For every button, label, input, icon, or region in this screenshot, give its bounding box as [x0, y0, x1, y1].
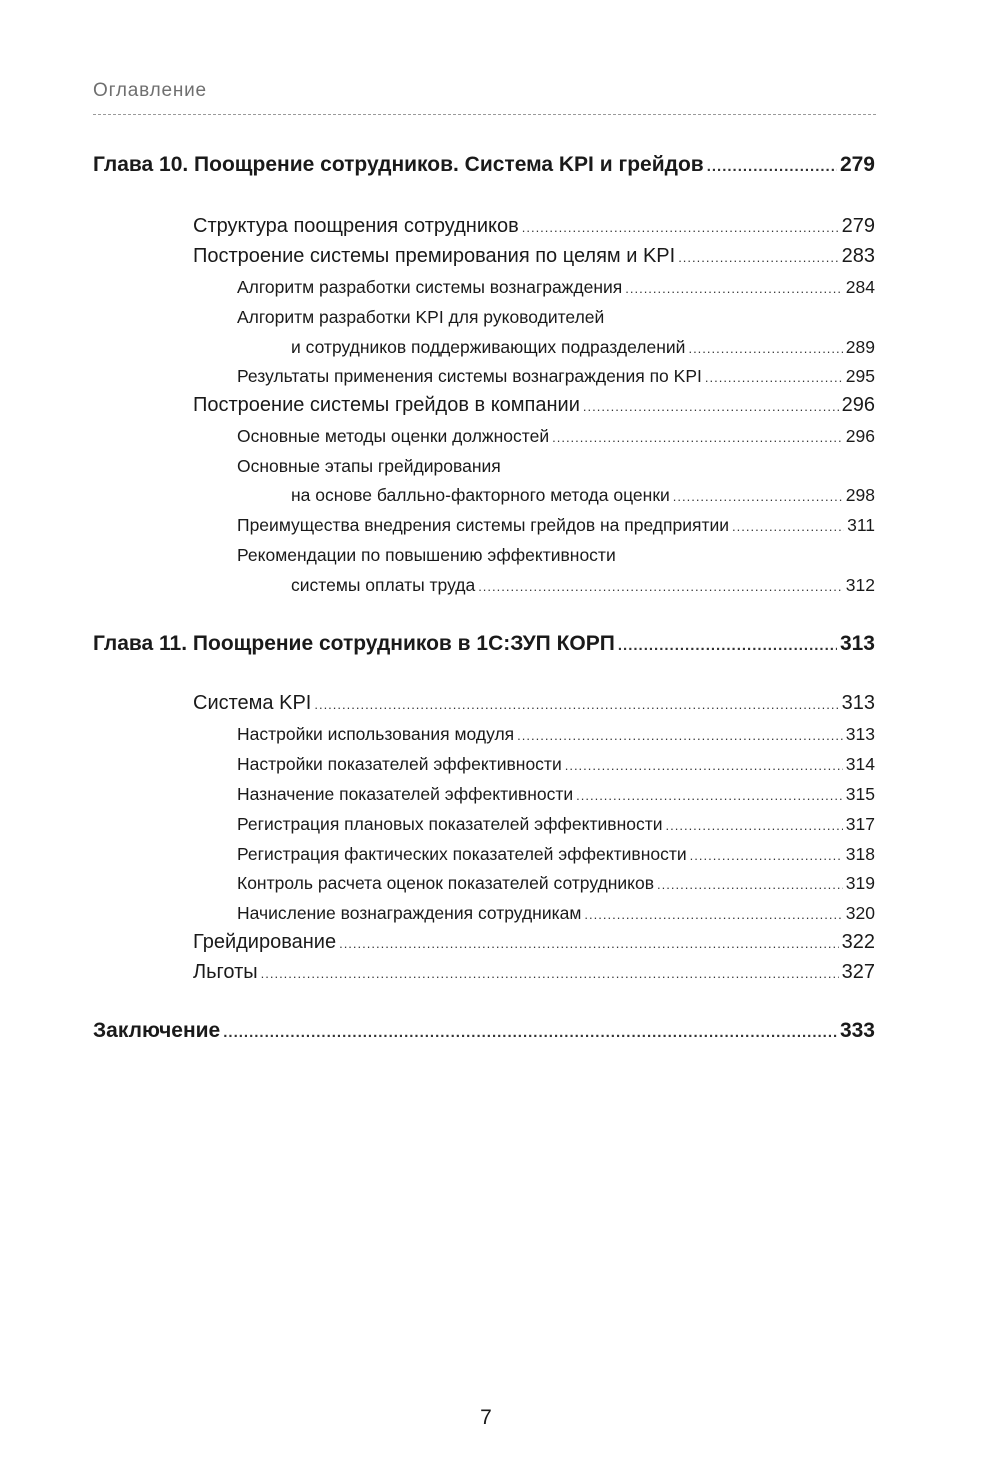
toc-entry-page: 279: [841, 215, 875, 237]
toc-entry-page: 295: [845, 366, 875, 386]
dot-leader: [618, 637, 837, 654]
toc-entry-page: 319: [845, 873, 875, 893]
toc-entry-title: и сотрудников поддерживающих подразделений: [291, 337, 686, 357]
toc-entry-page: 298: [845, 485, 875, 505]
toc-subentry[interactable]: [237, 724, 875, 745]
toc-entry[interactable]: [193, 394, 875, 417]
toc-entry-page: 312: [845, 575, 875, 595]
toc-entry-title: Система KPI: [193, 692, 312, 714]
toc-subentry[interactable]: [237, 814, 875, 835]
dot-leader: [565, 758, 843, 773]
toc-entry-page: 284: [845, 277, 875, 297]
toc-entry[interactable]: [193, 961, 875, 984]
dot-leader: [576, 788, 843, 803]
toc-entry-title: Заключение: [93, 1019, 221, 1042]
toc-subentry-continued[interactable]: [291, 575, 875, 596]
toc-entry[interactable]: [193, 245, 875, 268]
toc-entry-title: Назначение показателей эффективности: [237, 784, 574, 804]
toc-subentry[interactable]: [237, 277, 875, 298]
dot-leader: [223, 1024, 837, 1041]
toc-entry-page: 327: [841, 961, 875, 983]
page-number: 7: [480, 1406, 492, 1429]
toc-subentry-line1[interactable]: Рекомендации по повышению эффективности: [237, 545, 616, 565]
toc-entry-page: 320: [845, 903, 875, 923]
toc-subentry[interactable]: [237, 873, 875, 894]
toc-entry-title: Глава 10. Поощрение сотрудников. Система KPI и грейдов: [93, 153, 704, 176]
dot-leader: [657, 877, 843, 892]
toc-entry-page: 313: [839, 632, 875, 655]
toc-entry-page: 311: [847, 515, 875, 535]
dot-leader: [583, 399, 839, 414]
dot-leader: [339, 936, 839, 951]
dot-leader: [705, 370, 843, 385]
toc-chapter-10[interactable]: [93, 153, 875, 177]
toc-subentry-continued[interactable]: [291, 485, 875, 506]
dot-leader: [584, 907, 842, 922]
toc-entry-page: 314: [845, 754, 875, 774]
toc-entry-title: Грейдирование: [193, 931, 337, 953]
dot-leader: [666, 818, 843, 833]
toc-entry-title: Основные методы оценки должностей: [237, 426, 550, 446]
toc-entry-title: Глава 11. Поощрение сотрудников в 1С:ЗУП КОРП: [93, 632, 615, 655]
toc-entry-title: Регистрация плановых показателей эффективности: [237, 814, 663, 834]
header-divider: [93, 114, 876, 115]
toc-subentry[interactable]: [237, 784, 875, 805]
dot-leader: [522, 220, 839, 235]
toc-entry-title: на основе балльно-факторного метода оценки: [291, 485, 670, 505]
toc-entry-page: 322: [841, 931, 875, 953]
toc-entry-page: 315: [845, 784, 875, 804]
dot-leader: [678, 250, 838, 265]
toc-entry-page: 296: [841, 394, 875, 416]
toc-entry-page: 289: [845, 337, 875, 357]
toc-entry-page: 279: [839, 153, 875, 176]
toc-entry-title: Начисление вознаграждения сотрудникам: [237, 903, 582, 923]
toc-entry-page: 313: [841, 692, 875, 714]
toc-entry[interactable]: [193, 931, 875, 954]
toc-entry-title: Преимущества внедрения системы грейдов на предприятии: [237, 515, 730, 535]
toc-entry-page: 317: [845, 814, 875, 834]
toc-entry-title: Льготы: [193, 961, 258, 983]
dot-leader: [478, 579, 843, 594]
dot-leader: [673, 489, 843, 504]
toc-entry-title: системы оплаты труда: [291, 575, 476, 595]
toc-conclusion[interactable]: [93, 1019, 875, 1043]
toc-entry-title: Контроль расчета оценок показателей сотрудников: [237, 873, 655, 893]
running-header: Оглавление: [93, 80, 207, 101]
toc-subentry-line1[interactable]: Алгоритм разработки KPI для руководителей: [237, 307, 605, 327]
dot-leader: [517, 728, 843, 743]
toc-entry-page: 313: [845, 724, 875, 744]
toc-entry[interactable]: [193, 215, 875, 238]
dot-leader: [688, 341, 842, 356]
toc-entry-title: Настройки показателей эффективности: [237, 754, 562, 774]
toc-subentry[interactable]: [237, 844, 875, 865]
toc-entry-title: Структура поощрения сотрудников: [193, 215, 519, 237]
dot-leader: [707, 158, 837, 175]
toc-entry-title: Настройки использования модуля: [237, 724, 515, 744]
toc-chapter-11[interactable]: [93, 632, 875, 656]
toc-subentry-continued[interactable]: [291, 337, 875, 358]
toc-entry-title: Регистрация фактических показателей эффективности: [237, 844, 687, 864]
toc-subentry-line1[interactable]: Основные этапы грейдирования: [237, 456, 501, 476]
dot-leader: [261, 966, 839, 981]
toc-entry-page: 296: [845, 426, 875, 446]
toc-subentry[interactable]: [237, 515, 875, 536]
toc-entry-page: 283: [841, 245, 875, 267]
toc-entry-title: Результаты применения системы вознаграждения по KPI: [237, 366, 702, 386]
dot-leader: [732, 519, 844, 534]
dot-leader: [625, 281, 843, 296]
toc-subentry[interactable]: [237, 426, 875, 447]
toc-entry-page: 333: [839, 1019, 875, 1042]
dot-leader: [690, 848, 843, 863]
toc-entry-page: 318: [845, 844, 875, 864]
toc-subentry[interactable]: [237, 366, 875, 387]
toc-entry-title: Алгоритм разработки системы вознаграждения: [237, 277, 623, 297]
toc-subentry[interactable]: [237, 754, 875, 775]
dot-leader: [314, 697, 838, 712]
toc-entry-title: Построение системы премирования по целям и KPI: [193, 245, 676, 267]
dot-leader: [552, 430, 843, 445]
toc-entry-title: Построение системы грейдов в компании: [193, 394, 580, 416]
toc-entry[interactable]: [193, 692, 875, 715]
toc-subentry[interactable]: [237, 903, 875, 924]
